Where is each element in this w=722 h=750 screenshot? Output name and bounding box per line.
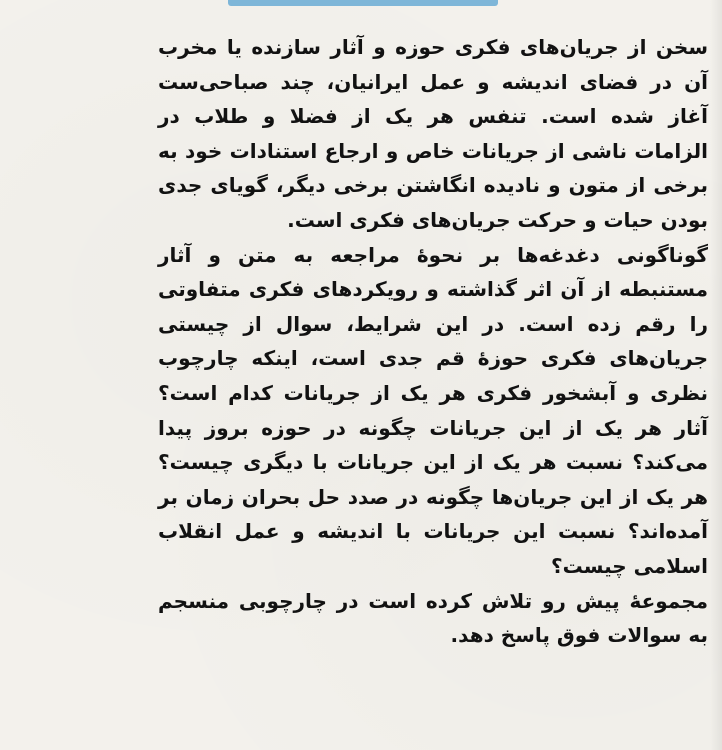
page-edge-shadow: [710, 0, 722, 750]
top-decorative-band: [228, 0, 498, 6]
paragraph-1: سخن از جریان‌های فکری حوزه و آثار سازنده یا مخرب آن در فضای اندیشه و عمل ایرانیان، چند صباحی‌ست آغاز شده است. تنفس هر یک از فضلا و طلاب در الزامات ناشی از جریانات خاص و ارجاع استنادات خود به برخی از متون و نادیده انگاشتن برخی دیگر، گویای جدی بودن حیات و حرکت جریان‌های فکری است.: [158, 35, 708, 232]
paragraph-3: مجموعۀ پیش رو تلاش کرده است در چارچوبی منسجم به سوالات فوق پاسخ دهد.: [158, 588, 708, 648]
paragraph-2: گوناگونی دغدغه‌ها بر نحوۀ مراجعه به متن و آثار مستنبطه از آن اثر گذاشته و رویکردهای فکری متفاوتی را رقم زده است. در این شرایط، سوال از چیستی جریان‌های فکری حوزۀ قم جدی است، اینکه چارچوب نظری و آبشخور فکری هر یک از جریانات کدام است؟ آثار هر یک از این جریانات چگونه در حوزه بروز پیدا می‌کند؟ نسبت هر یک از این جریانات با دیگری چیست؟ هر یک از این جریان‌ها چگونه در صدد حل بحران زمان بر آمده‌اند؟ نسبت این جریانات با اندیشه و عمل انقلاب اسلامی چیست؟: [158, 242, 708, 578]
article-body: [158, 30, 708, 653]
